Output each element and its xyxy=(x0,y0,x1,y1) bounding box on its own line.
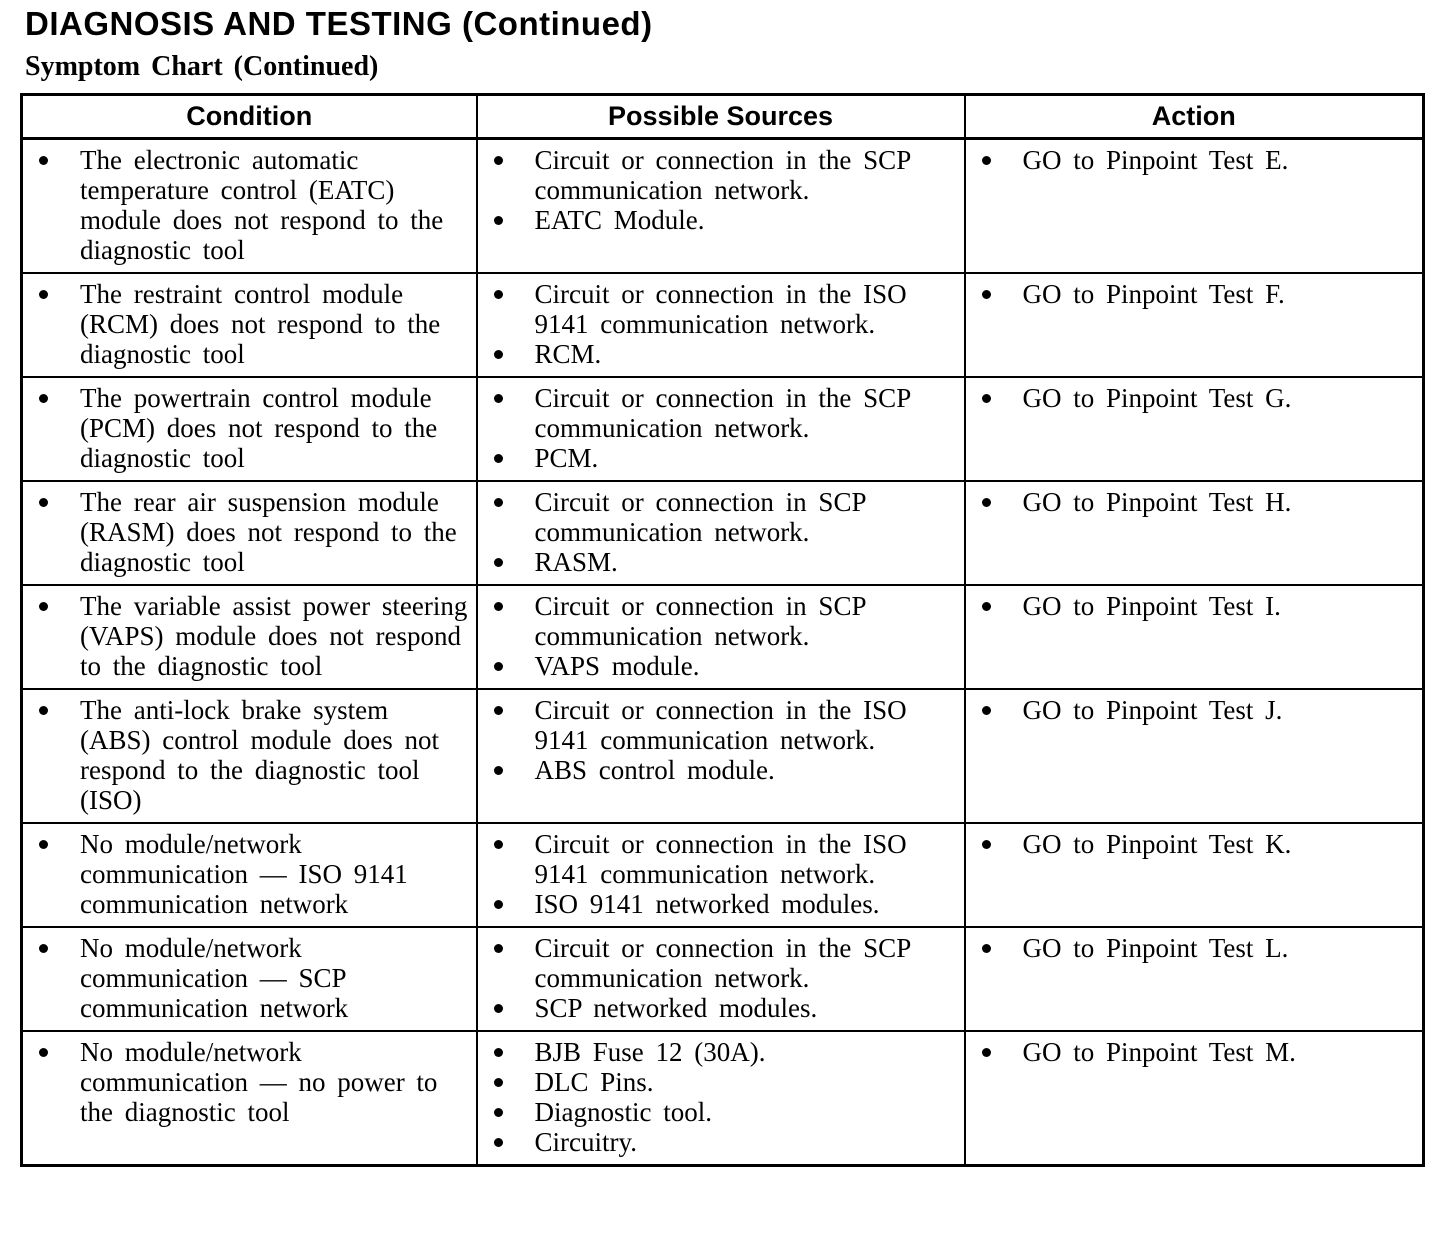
condition-item: The restraint control module (RCM) does not respond to the diagnostic tool xyxy=(23,279,468,369)
condition-list xyxy=(23,279,468,369)
action-cell xyxy=(965,377,1424,481)
column-header-condition: Condition xyxy=(22,95,477,139)
action-list xyxy=(966,933,1415,963)
sources-item: Circuit or connection in the SCP communication network. xyxy=(478,383,956,443)
sources-cell xyxy=(477,481,965,585)
sources-list xyxy=(478,829,956,919)
sources-list xyxy=(478,933,956,1023)
sources-list xyxy=(478,695,956,785)
condition-list xyxy=(23,487,468,577)
sources-item: BJB Fuse 12 (30A). xyxy=(478,1037,956,1067)
header-row xyxy=(22,95,1424,139)
action-item: GO to Pinpoint Test J. xyxy=(966,695,1415,725)
condition-item: The rear air suspension module (RASM) does not respond to the diagnostic tool xyxy=(23,487,468,577)
table-row xyxy=(22,377,1424,481)
table-row xyxy=(22,1031,1424,1166)
column-header-action: Action xyxy=(965,95,1424,139)
condition-cell xyxy=(22,139,477,274)
sources-item: Circuit or connection in SCP communication network. xyxy=(478,591,956,651)
action-item: GO to Pinpoint Test G. xyxy=(966,383,1415,413)
condition-list xyxy=(23,383,468,473)
sources-list xyxy=(478,487,956,577)
sources-cell xyxy=(477,377,965,481)
table-row xyxy=(22,139,1424,274)
action-list xyxy=(966,695,1415,725)
sources-item: Circuitry. xyxy=(478,1127,956,1157)
sources-list xyxy=(478,145,956,235)
sources-cell xyxy=(477,823,965,927)
action-item: GO to Pinpoint Test L. xyxy=(966,933,1415,963)
action-cell xyxy=(965,139,1424,274)
sources-list xyxy=(478,1037,956,1157)
action-cell xyxy=(965,823,1424,927)
sources-item: EATC Module. xyxy=(478,205,956,235)
action-cell xyxy=(965,481,1424,585)
symptom-chart-table xyxy=(20,93,1425,1167)
sources-item: Circuit or connection in the SCP communication network. xyxy=(478,933,956,993)
condition-item: No module/network communication — no power to the diagnostic tool xyxy=(23,1037,468,1127)
condition-item: The powertrain control module (PCM) does not respond to the diagnostic tool xyxy=(23,383,468,473)
condition-item: The variable assist power steering (VAPS) module does not respond to the diagnostic tool xyxy=(23,591,468,681)
condition-cell xyxy=(22,377,477,481)
action-cell xyxy=(965,1031,1424,1166)
condition-item: The electronic automatic temperature control (EATC) module does not respond to the diagnostic tool xyxy=(23,145,468,265)
action-cell xyxy=(965,585,1424,689)
sources-item: RASM. xyxy=(478,547,956,577)
sources-item: Circuit or connection in the SCP communication network. xyxy=(478,145,956,205)
sources-item: ISO 9141 networked modules. xyxy=(478,889,956,919)
action-list xyxy=(966,383,1415,413)
page-subtitle: Symptom Chart (Continued) xyxy=(25,51,379,82)
condition-item: No module/network communication — ISO 9141 communication network xyxy=(23,829,468,919)
action-cell xyxy=(965,927,1424,1031)
sources-cell xyxy=(477,689,965,823)
action-list xyxy=(966,1037,1415,1067)
table-row xyxy=(22,823,1424,927)
sources-item: Circuit or connection in the ISO 9141 communication network. xyxy=(478,829,956,889)
table-row xyxy=(22,689,1424,823)
sources-item: Diagnostic tool. xyxy=(478,1097,956,1127)
action-item: GO to Pinpoint Test H. xyxy=(966,487,1415,517)
column-header-possible-sources: Possible Sources xyxy=(477,95,965,139)
sources-list xyxy=(478,279,956,369)
action-cell xyxy=(965,689,1424,823)
condition-item: No module/network communication — SCP communication network xyxy=(23,933,468,1023)
sources-cell xyxy=(477,273,965,377)
table-row xyxy=(22,585,1424,689)
condition-cell xyxy=(22,481,477,585)
condition-list xyxy=(23,829,468,919)
condition-cell xyxy=(22,585,477,689)
condition-list xyxy=(23,933,468,1023)
sources-cell xyxy=(477,139,965,274)
table-row xyxy=(22,273,1424,377)
condition-list xyxy=(23,1037,468,1127)
table-row xyxy=(22,481,1424,585)
condition-item: The anti-lock brake system (ABS) control module does not respond to the diagnostic tool (ISO) xyxy=(23,695,468,815)
action-list xyxy=(966,591,1415,621)
condition-list xyxy=(23,695,468,815)
table-row xyxy=(22,927,1424,1031)
action-item: GO to Pinpoint Test E. xyxy=(966,145,1415,175)
sources-item: DLC Pins. xyxy=(478,1067,956,1097)
action-list xyxy=(966,145,1415,175)
condition-cell xyxy=(22,927,477,1031)
condition-cell xyxy=(22,689,477,823)
action-list xyxy=(966,487,1415,517)
action-item: GO to Pinpoint Test M. xyxy=(966,1037,1415,1067)
action-item: GO to Pinpoint Test F. xyxy=(966,279,1415,309)
sources-item: Circuit or connection in the ISO 9141 communication network. xyxy=(478,279,956,339)
action-item: GO to Pinpoint Test K. xyxy=(966,829,1415,859)
condition-cell xyxy=(22,823,477,927)
action-cell xyxy=(965,273,1424,377)
sources-cell xyxy=(477,585,965,689)
action-item: GO to Pinpoint Test I. xyxy=(966,591,1415,621)
action-list xyxy=(966,279,1415,309)
action-list xyxy=(966,829,1415,859)
condition-list xyxy=(23,145,468,265)
condition-cell xyxy=(22,1031,477,1166)
sources-list xyxy=(478,383,956,473)
sources-item: VAPS module. xyxy=(478,651,956,681)
page-title: DIAGNOSIS AND TESTING (Continued) xyxy=(25,5,653,42)
sources-list xyxy=(478,591,956,681)
table-body xyxy=(22,139,1424,1166)
sources-item: Circuit or connection in SCP communication network. xyxy=(478,487,956,547)
sources-cell xyxy=(477,927,965,1031)
condition-list xyxy=(23,591,468,681)
sources-cell xyxy=(477,1031,965,1166)
sources-item: RCM. xyxy=(478,339,956,369)
sources-item: ABS control module. xyxy=(478,755,956,785)
sources-item: SCP networked modules. xyxy=(478,993,956,1023)
condition-cell xyxy=(22,273,477,377)
sources-item: Circuit or connection in the ISO 9141 communication network. xyxy=(478,695,956,755)
sources-item: PCM. xyxy=(478,443,956,473)
